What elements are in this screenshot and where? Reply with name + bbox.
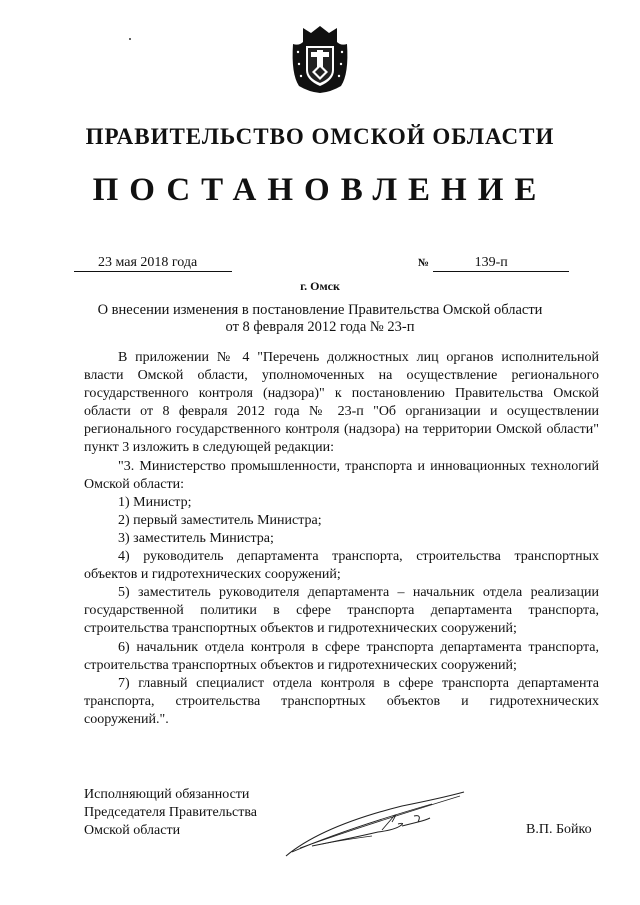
handwritten-signature-icon xyxy=(282,786,472,866)
scan-speck xyxy=(129,38,131,40)
document-subject xyxy=(60,302,580,336)
omsk-coat-of-arms-icon xyxy=(289,24,351,94)
city-name: г. Омск xyxy=(300,279,340,293)
document-body xyxy=(84,349,599,729)
position-line-2: Председателя Правительства xyxy=(84,805,258,820)
body-paragraph: 7) главный специалист отдела контроля в сфере транспорта департамента транспорта, строительства транспортных объектов и гидротехнических сооружений.". xyxy=(84,675,599,727)
body-paragraph: "3. Министерство промышленности, транспорта и инновационных технологий Омской области: xyxy=(84,458,599,492)
position-line-1: Исполняющий обязанности xyxy=(84,787,250,802)
body-paragraph: 2) первый заместитель Министра; xyxy=(118,512,322,528)
subject-line-2: от 8 февраля 2012 года № 23-п xyxy=(225,319,415,335)
body-paragraph: В приложении № 4 "Перечень должностных лиц органов исполнительной власти Омской области, уполномоченных на осуществление регионального государственного контроля (надзора)" к постановлению Правительства Омской области от 8 февраля 2012 года № 23-п "Об организации и осуществлении регионального государственного контроля (надзора) на территории Омской области" пункт 3 изложить в следующей редакции: xyxy=(84,350,599,456)
body-paragraph: 3) заместитель Министра; xyxy=(118,530,274,546)
position-line-3: Омской области xyxy=(84,823,181,838)
document-type-title: ПОСТАНОВЛЕНИЕ xyxy=(92,172,548,208)
body-paragraph: 1) Министр; xyxy=(118,494,192,510)
body-paragraph: 5) заместитель руководителя департамента – начальник отдела реализации государственной политики в сфере транспорта департамента транспорта, строительства транспортных объектов и гидротехнических сооружений; xyxy=(84,585,599,637)
document-number-field xyxy=(418,255,578,272)
document-date: 23 мая 2018 года xyxy=(74,255,232,272)
document-number: 139-п xyxy=(433,255,569,272)
document-date-field xyxy=(74,255,232,273)
body-paragraph: 6) начальник отдела контроля в сфере транспорта департамента транспорта, строительства транспортных объектов и гидротехнических сооружений; xyxy=(84,639,599,673)
body-paragraph: 4) руководитель департамента транспорта, строительства транспортных объектов и гидротехнических сооружений; xyxy=(84,549,599,583)
organization-title: ПРАВИТЕЛЬСТВО ОМСКОЙ ОБЛАСТИ xyxy=(85,124,555,149)
signatory-name: В.П. Бойко xyxy=(526,822,592,837)
subject-line-1: О внесении изменения в постановление Правительства Омской области xyxy=(97,302,543,318)
number-sign: № xyxy=(418,257,430,269)
